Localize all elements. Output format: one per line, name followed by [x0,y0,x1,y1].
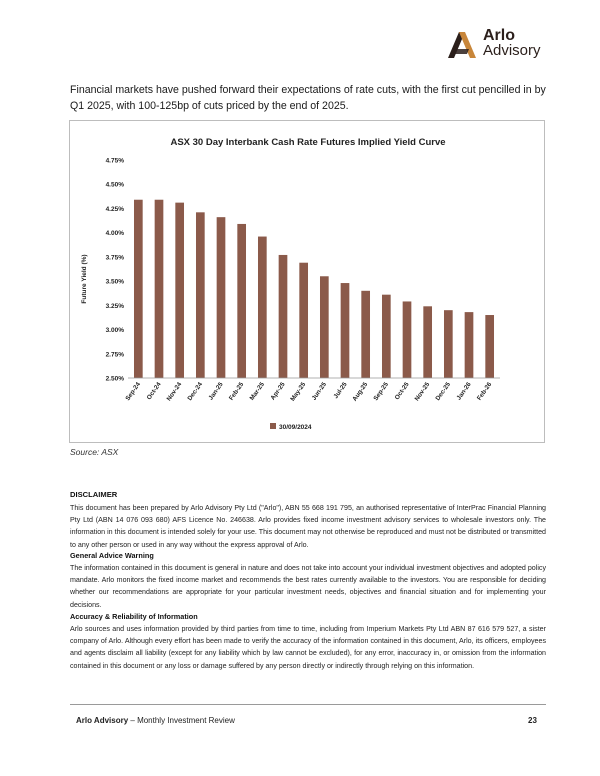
x-tick-label: Nov-24 [165,381,184,403]
bar [341,283,350,378]
x-tick-label: Sep-25 [372,381,390,403]
yield-curve-chart [69,120,545,443]
general-advice-body: The information contained in this document is general in nature and does not take into account your individual investment objectives and adopted policy mandate. Arlo monitors the fixed income market and recommends the best rates currently available to the investors. You are responsible for deciding whether our recommendations are appropriate for your particular investment needs, objectives and financial situation and for implementing your decisions. [70,564,546,609]
legend-swatch [270,423,276,429]
y-tick-label: 2.75% [105,351,124,359]
footer-brand: Arlo Advisory [76,716,129,725]
y-tick-label: 3.50% [105,278,124,286]
intro-paragraph: Financial markets have pushed forward their expectations of rate cuts, with the first cut pencilled in by Q1 2025, with 100-125bp of cuts priced by the end of 2025. [70,84,546,112]
bar [155,200,164,378]
y-tick-label: 4.75% [105,157,124,165]
bar [196,212,205,378]
bar [465,312,474,378]
bar [175,203,184,378]
bar [258,237,267,378]
legend-label: 30/09/2024 [279,424,312,431]
x-tick-label: Dec-25 [434,381,452,403]
chart-title: ASX 30 Day Interbank Cash Rate Futures Implied Yield Curve [170,137,446,148]
y-tick-label: 4.00% [105,230,124,238]
chart-source: Source: ASX [70,447,119,457]
x-tick-label: Apr-25 [269,381,287,402]
x-tick-label: Oct-24 [145,381,163,402]
footer-divider [70,704,546,705]
bar [299,263,308,378]
disclaimer-title: DISCLAIMER [70,490,118,499]
accuracy-body: Arlo sources and uses information provided by third parties from time to time, including from Imperium Markets Pty Ltd ABN 87 616 579 527, a sister company of Arlo. Although every effort has been made to verify the accuracy of the information contained in this document, Arlo, its officers, employees and agents disclaim all liability (except for any liability which by law cannot be excluded), for any error, inaccuracy in, or omission from the information contained in this document or any loss or damage suffered by any person directly or indirectly through relying on this information. [70,625,546,670]
bar [423,306,432,378]
y-tick-label: 2.50% [105,375,124,383]
brand-name: Arlo [483,27,515,44]
y-tick-label: 3.75% [105,254,124,262]
x-tick-label: Oct-25 [393,381,411,402]
x-tick-label: Feb-26 [475,381,494,402]
bar [361,291,370,378]
y-axis-ticks [106,158,125,383]
chart-canvas [70,121,546,444]
x-tick-label: Nov-25 [413,381,432,403]
disclaimer-body: This document has been prepared by Arlo Advisory Pty Ltd ("Arlo"), ABN 55 668 191 795, an authorised representative of InterPrac Financial Planning Pty Ltd (ABN 14 076 093 680) AFS Licence No. 246638. Arlo provides fixed income investment advisory services to wholesale investors only. The information in this document is intended solely for your use. This document may not otherwise be reproduced and must not be distributed or transmitted to any other person or used in any way without the express approval of Arlo. [70,504,546,549]
page-number: 23 [528,716,537,725]
x-tick-label: Jan-26 [455,381,473,402]
x-tick-label: Aug-25 [351,381,370,403]
bar [444,310,453,378]
bar [134,200,143,378]
y-tick-label: 4.25% [105,205,124,213]
footer-report-title: – Monthly Investment Review [128,716,235,725]
bar [485,315,494,378]
chart-legend [270,423,312,431]
footer-title [76,716,235,725]
chart-y-axis-label: Future Yield (%) [81,254,88,304]
x-tick-label: Mar-25 [248,381,266,402]
y-tick-label: 4.50% [105,181,124,189]
x-tick-label: Feb-25 [227,381,246,402]
x-tick-label: Dec-24 [186,381,204,403]
bar [382,295,391,378]
y-tick-label: 3.25% [105,302,124,310]
bar [217,217,226,378]
x-tick-label: Jul-25 [332,381,349,401]
x-tick-label: Jun-25 [310,381,328,402]
x-axis-ticks [124,381,493,403]
x-tick-label: May-25 [289,381,308,403]
accuracy-title: Accuracy & Reliability of Information [70,612,198,621]
arlo-logo-icon [446,29,478,59]
bar-series [134,200,494,378]
brand-logo [446,27,556,61]
bar [279,255,288,378]
brand-sub: Advisory [483,42,541,59]
y-tick-label: 3.00% [105,327,124,335]
bar [237,224,246,378]
x-tick-label: Jan-25 [207,381,225,402]
bar [403,301,412,378]
x-tick-label: Sep-24 [124,381,142,403]
bar [320,276,329,378]
general-advice-title: General Advice Warning [70,551,154,560]
